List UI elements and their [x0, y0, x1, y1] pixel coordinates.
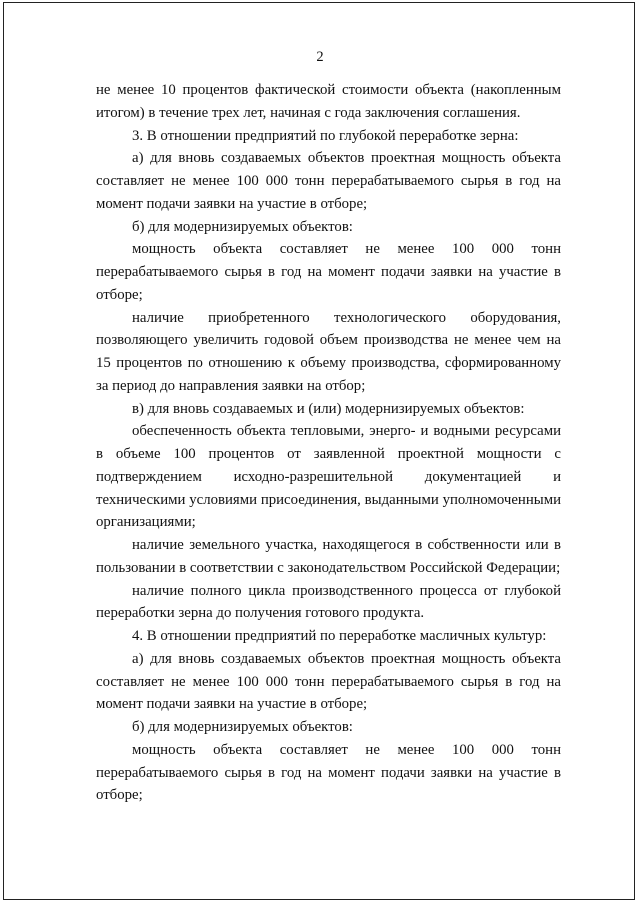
paragraph-4b-capacity: мощность объекта составляет не менее 100 000 тонн перерабатываемого сырья в год на момент подачи заявки на участие в отборе; — [96, 741, 561, 804]
paragraph-3b-heading: б) для модернизируемых объектов: — [132, 218, 353, 235]
section-4-heading: 4. В отношении предприятий по переработке масличных культур: — [132, 628, 547, 644]
paragraph-4b-heading: б) для модернизируемых объектов: — [132, 719, 353, 735]
paragraph-3c-cycle: наличие полного цикла производственного процесса от глубокой переработки зерна до получения готового продукта. — [96, 582, 561, 622]
paragraph-3c-heading: в) для вновь создаваемых и (или) модернизируемых объектов: — [132, 400, 525, 417]
paragraph-3c-resources: обеспеченность объекта тепловыми, энерго- и водными ресурсами в объеме 100 процентов от заявленной проектной мощности с подтверждением исходно-разрешительной документацией и техническими условиями присоединения, выданными уполномоченными организациями; — [96, 423, 561, 531]
paragraph-3a: а) для вновь создаваемых объектов проектная мощность объекта составляет не менее 100 000 тонн перерабатываемого сырья в год на момент подачи заявки на участие в отборе; — [96, 150, 561, 212]
paragraph-3b-equipment: наличие приобретенного технологического оборудования, позволяющего увеличить годовой объем производства не менее чем на 15 процентов по отношению к объему производства, сформированному за период до направления заявки на отбор; — [96, 309, 561, 394]
paragraph-1: не менее 10 процентов фактической стоимости объекта (накопленным итогом) в течение трех лет, начиная с года заключения соглашения. — [96, 82, 561, 121]
page-number: 2 — [316, 49, 324, 65]
paragraph-3b-capacity: мощность объекта составляет не менее 100 000 тонн перерабатываемого сырья в год на момент подачи заявки на участие в отборе; — [96, 241, 561, 303]
paragraph-3c-land: наличие земельного участка, находящегося в собственности или в пользовании в соответствии с законодательством Российской Федерации; — [96, 537, 561, 576]
paragraph-4a: а) для вновь создаваемых объектов проектная мощность объекта составляет не менее 100 000 тонн перерабатываемого сырья в год на момент подачи заявки на участие в отборе; — [96, 650, 561, 713]
section-3-heading: 3. В отношении предприятий по глубокой переработке зерна: — [132, 127, 519, 144]
document-body — [96, 79, 561, 807]
